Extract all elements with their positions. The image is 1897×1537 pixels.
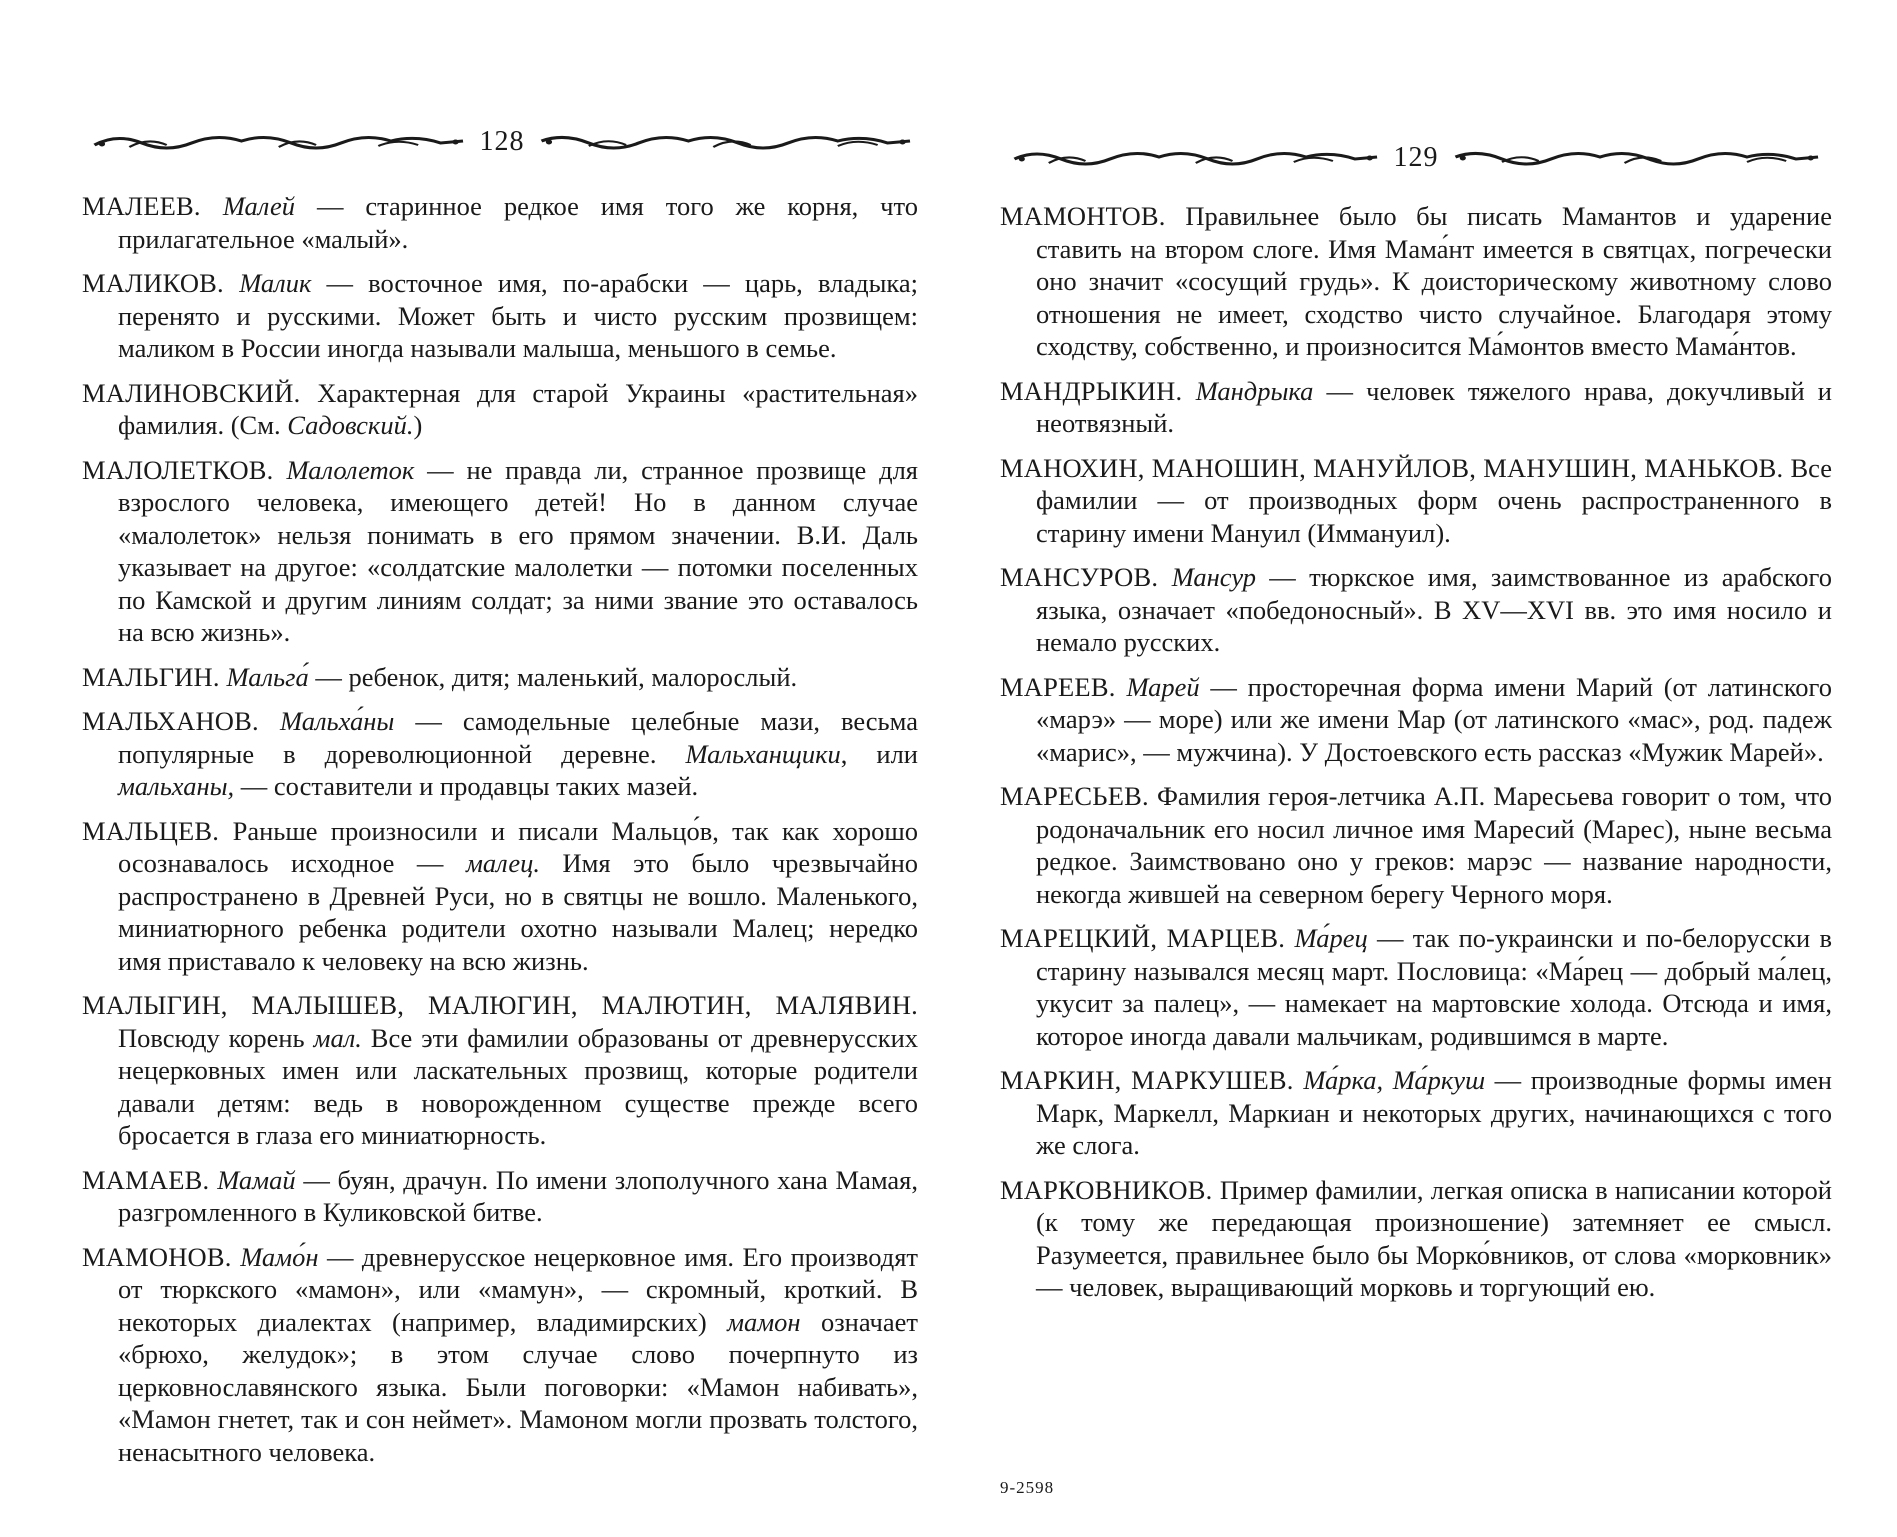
entry-surname: МАМОНОВ.: [82, 1241, 241, 1272]
entry-italic-term: Мамай: [217, 1164, 296, 1195]
entry-italic-term: Мамо́н: [240, 1241, 319, 1272]
entry-text: — старинное редкое имя того же корня, что прилагательное «малый».: [118, 191, 918, 254]
dictionary-entry: [82, 267, 918, 365]
entry-surname: МАНОХИН, МАНОШИН, МАНУЙЛОВ, МАНУШИН, МАНЬКОВ.: [1000, 452, 1791, 483]
entry-text: — тюркское имя, заимствованное из арабского языка, означает «победоносный». В XV—XVI вв. это имя носило и немало русских.: [1036, 562, 1832, 657]
page-header: [92, 122, 912, 162]
dictionary-entry: [1000, 375, 1832, 440]
entry-italic-term: мамон: [727, 1306, 801, 1337]
entry-surname: МАЛЕЕВ.: [82, 191, 223, 221]
entry-text: — человек тяжелого нрава, докучливый и неотвязный.: [1036, 375, 1832, 438]
entry-text: — древнерусское нецерковное имя. Его производят от тюркского «мамон», или «мамун», — скромный, кроткий. В некоторых диалектах (например, владимирских): [118, 1241, 918, 1337]
entry-surname: МАРЕСЬЕВ.: [1000, 781, 1157, 811]
entry-text: , или: [840, 738, 918, 769]
entry-text: — ребенок, дитя; маленький, малорослый.: [308, 661, 798, 692]
dictionary-entry: [82, 1241, 918, 1469]
entry-text: Повсюду корень: [118, 1022, 314, 1053]
dictionary-entries: [1000, 200, 1832, 1316]
entry-surname: МАРКИН, МАРКУШЕВ.: [1000, 1065, 1304, 1095]
entry-text: — производные формы имен Марк, Маркелл, Маркиан и некоторых других, начинающихся с того же слога.: [1036, 1065, 1832, 1160]
ornament-flourish-left: [92, 129, 466, 155]
entry-surname: МАРЕЕВ.: [1000, 671, 1127, 702]
entry-text: — так по-украински и по-белорусски в старину назывался месяц март. Пословица: «Ма́рец — добрый ма́лец, укусит за палец», — намекает на мартовские холода. Отсюда и имя, которое иногда давали мальчикам, родившимся в марте.: [1036, 923, 1832, 1051]
entry-text: Правильнее было бы писать Мамантов и ударение ставить на втором слоге. Имя Мама́нт имеется в святцах, погречески оно значит «сосущий грудь». К доисторическому животному слово отношения не имеет, сходство чисто случайное. Благодаря этому сходству, собственно, и произносится Ма́монтов вместо Мама́нтов.: [1036, 201, 1832, 361]
entry-text: Все фамилии — от производных форм очень распространенного в старину имени Мануил (Иммануил).: [1036, 452, 1832, 548]
entry-text: означает «брюхо, желудок»; в этом случае слово почерпнуто из церковнославянского языка. Были поговорки: «Мамон набивать», «Мамон гнетет, так и сон неймет». Мамоном могли прозвать толстого, ненасытного человека.: [118, 1306, 918, 1467]
entry-italic-term: мальханы,: [118, 771, 235, 801]
entry-text: Пример фамилии, легкая описка в написании которой (к тому же передающая произношение) затемняет ее смысл. Разумеется, правильнее было бы Морко́вников, от слова «морковник» — человек, выращивающий морковь и торгующий ею.: [1036, 1174, 1832, 1302]
dictionary-entry: [1000, 200, 1832, 363]
entry-italic-term: Мальга́: [226, 661, 309, 692]
entry-text: — не правда ли, странное прозвище для взрослого человека, имеющего детей! Но в данном случае «малолеток» нельзя понимать в его прямом значении. В.И. Даль указывает на другое: «солдатские малолетки — потомки поселенных по Камской и другим линиям солдат; за ними звание это оставалось на всю жизнь».: [118, 454, 918, 647]
dictionary-entry: [1000, 452, 1832, 550]
dictionary-entry: [1000, 671, 1832, 769]
entry-surname: МАЛОЛЕТКОВ.: [82, 454, 287, 485]
entry-surname: МАЛЫГИН, МАЛЫШЕВ, МАЛЮГИН, МАЛЮТИН, МАЛЯВИН.: [82, 990, 918, 1020]
entry-italic-term: Мальха́ны: [280, 706, 395, 736]
entry-italic-term: Малик: [239, 268, 312, 298]
dictionary-entry: [1000, 922, 1832, 1052]
entry-text: Характерная для старой Украины «растительная» фамилия. (См.: [118, 377, 918, 440]
entry-italic-term: Мальханщики: [685, 738, 841, 769]
dictionary-entries: [82, 190, 918, 1480]
dictionary-entry: [82, 1164, 918, 1229]
entry-italic-term: Ма́рка, Ма́ркуш: [1303, 1065, 1486, 1095]
dictionary-entry: [82, 454, 918, 649]
entry-text: — самодельные целебные мази, весьма популярные в дореволюционной деревне.: [118, 706, 918, 769]
entry-surname: МАЛЬЦЕВ.: [82, 815, 233, 846]
entry-italic-term: Ма́рец: [1294, 923, 1368, 953]
dictionary-entry: [1000, 561, 1832, 659]
dictionary-entry: [1000, 1174, 1832, 1304]
ornament-flourish-right: [539, 129, 913, 155]
entry-text: Фамилия героя-летчика А.П. Маресьева говорит о том, что родоначальник его носил личное имя Маресий (Марес), ныне весьма редкое. Заимствовано оно у греков: марэс — название народности, некогда жившей на северном берегу Черного моря.: [1036, 781, 1832, 909]
dictionary-entry: [82, 989, 918, 1152]
dictionary-entry: [1000, 780, 1832, 910]
entry-surname: МАМОНТОВ.: [1000, 201, 1186, 231]
entry-text: Имя это было чрезвычайно распространено в Древней Руси, но в святцы не вошло. Маленького, миниатюрного ребенка родители охотно называли Малец; нередко имя приставало к человеку на всю жизнь.: [118, 848, 918, 976]
page-number: 128: [479, 126, 525, 157]
page-number: 129: [1393, 142, 1439, 173]
dictionary-entry: [82, 377, 918, 442]
dictionary-entry: [82, 661, 918, 694]
page-header: [1012, 138, 1820, 178]
entry-text: — буян, драчун. По имени злополучного хана Мамая, разгромленного в Куликовской битве.: [118, 1164, 918, 1227]
entry-text: Все эти фамилии образованы от древнерусских нецерковных имен или ласкательных прозвищ, которые родители давали детям: ведь в новорожденном существе прежде всего бросается в глаза его миниатюрность.: [118, 1022, 919, 1150]
entry-surname: МАРКОВНИКОВ.: [1000, 1174, 1220, 1205]
entry-italic-term: Садовский.: [287, 410, 414, 440]
entry-text: — составители и продавцы таких мазей.: [234, 771, 699, 801]
entry-italic-term: Мандрыка: [1195, 375, 1314, 406]
entry-surname: МАЛЬГИН.: [82, 661, 227, 692]
ornament-flourish-right: [1453, 145, 1821, 171]
entry-italic-term: Мансур: [1171, 562, 1257, 592]
entry-italic-term: мал.: [313, 1022, 362, 1053]
entry-text: ): [413, 410, 423, 440]
entry-surname: МАЛЬХАНОВ.: [82, 706, 281, 736]
entry-text: Раньше произносили и писали Мальцо́в, так как хорошо осознавалось исходное —: [118, 815, 918, 878]
entry-surname: МАНДРЫКИН.: [1000, 375, 1196, 406]
ornament-flourish-left: [1012, 145, 1380, 171]
entry-text: — просторечная форма имени Марий (от латинского «марэ» — море) или же имени Мар (от латинского «мас», род. падеж «марис», — мужчина). У Достоевского есть рассказ «Мужик Марей».: [1036, 671, 1832, 767]
dictionary-entry: [1000, 1064, 1832, 1162]
printer-signature-mark: 9-2598: [1000, 1478, 1055, 1497]
entry-italic-term: малец.: [465, 848, 540, 878]
entry-text: — восточное имя, по-арабски — царь, владыка; перенято и русскими. Может быть и чисто русским прозвищем: маликом в России иногда называли малыша, меньшого в семье.: [118, 268, 918, 363]
entry-surname: МАРЕЦКИЙ, МАРЦЕВ.: [1000, 923, 1295, 953]
entry-surname: МАМАЕВ.: [82, 1164, 218, 1195]
dictionary-entry: [82, 705, 918, 803]
entry-italic-term: Марей: [1126, 671, 1200, 702]
dictionary-entry: [82, 815, 918, 978]
entry-italic-term: Малолеток: [286, 454, 415, 485]
dictionary-entry: [82, 190, 918, 255]
entry-italic-term: Малей: [222, 191, 296, 221]
entry-surname: МАНСУРОВ.: [1000, 562, 1172, 592]
entry-surname: МАЛИКОВ.: [82, 268, 240, 298]
entry-surname: МАЛИНОВСКИЙ.: [82, 377, 318, 408]
